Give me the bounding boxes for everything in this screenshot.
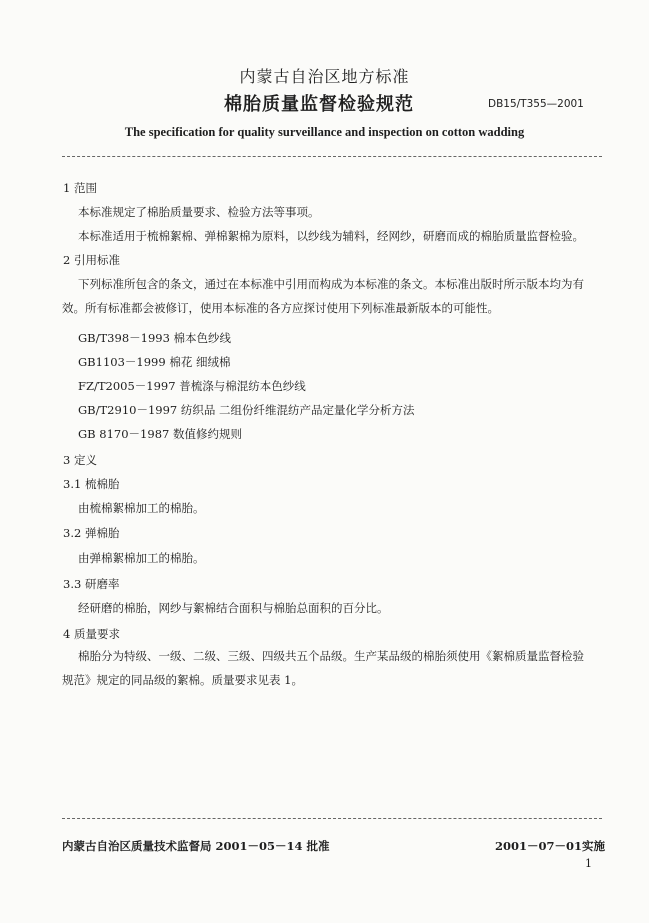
section-1-para-2: 本标准适用于梳棉絮棉、弹棉絮棉为原料，以纱线为辅料，经网纱，研磨而成的棉胎质量监督检验。 — [78, 229, 584, 243]
section-2-para: 下列标准所包含的条文，通过在本标准中引用而构成为本标准的条文。本标准出版时所示版本均为有效。所有标准都会被修订，使用本标准的各方应探讨使用下列标准最新版本的可能性。 — [62, 277, 584, 315]
section-3-heading: 3 定义 — [63, 453, 97, 467]
ref-item: GB/T398－1993 棉本色纱线 — [78, 331, 232, 345]
org-title: 内蒙古自治区地方标准 — [239, 67, 410, 86]
section-4-heading: 4 质量要求 — [63, 627, 120, 641]
top-divider — [62, 156, 602, 157]
ref-item: GB 8170－1987 数值修约规则 — [78, 427, 242, 441]
bottom-divider — [62, 818, 602, 819]
english-title: The specification for quality surveillance and inspection on cotton wadding — [124, 125, 525, 139]
ref-item: GB1103－1999 棉花 细绒棉 — [78, 355, 231, 369]
effective-date: 2001－07－01实施 — [495, 839, 606, 853]
section-1-para-1: 本标准规定了棉胎质量要求、检验方法等事项。 — [78, 205, 320, 219]
standard-code: DB15/T355—2001 — [488, 98, 584, 110]
section-3-2-heading: 3.2 弹棉胎 — [63, 526, 120, 540]
section-1-heading: 1 范围 — [63, 181, 97, 195]
issuer-approval: 内蒙古自治区质量技术监督局 2001－05－14 批准 — [62, 839, 330, 853]
page-number: 1 — [585, 857, 592, 870]
ref-item: FZ/T2005－1997 普梳涤与棉混纺本色纱线 — [78, 379, 306, 393]
section-4-para: 棉胎分为特级、一级、二级、三级、四级共五个品级。生产某品级的棉胎须使用《絮棉质量监督检验规范》规定的同品级的絮棉。质量要求见表 1。 — [62, 649, 584, 687]
section-2-heading: 2 引用标准 — [63, 253, 120, 267]
section-3-3-para: 经研磨的棉胎，网纱与絮棉结合面积与棉胎总面积的百分比。 — [78, 601, 389, 615]
section-3-1-para: 由梳棉絮棉加工的棉胎。 — [78, 501, 205, 515]
section-3-3-heading: 3.3 研磨率 — [63, 577, 120, 591]
section-3-2-para: 由弹棉絮棉加工的棉胎。 — [78, 551, 205, 565]
doc-title: 棉胎质量监督检验规范 — [224, 94, 414, 115]
section-3-1-heading: 3.1 梳棉胎 — [63, 477, 120, 491]
ref-item: GB/T2910－1997 纺织品 二组份纤维混纺产品定量化学分析方法 — [78, 403, 415, 417]
